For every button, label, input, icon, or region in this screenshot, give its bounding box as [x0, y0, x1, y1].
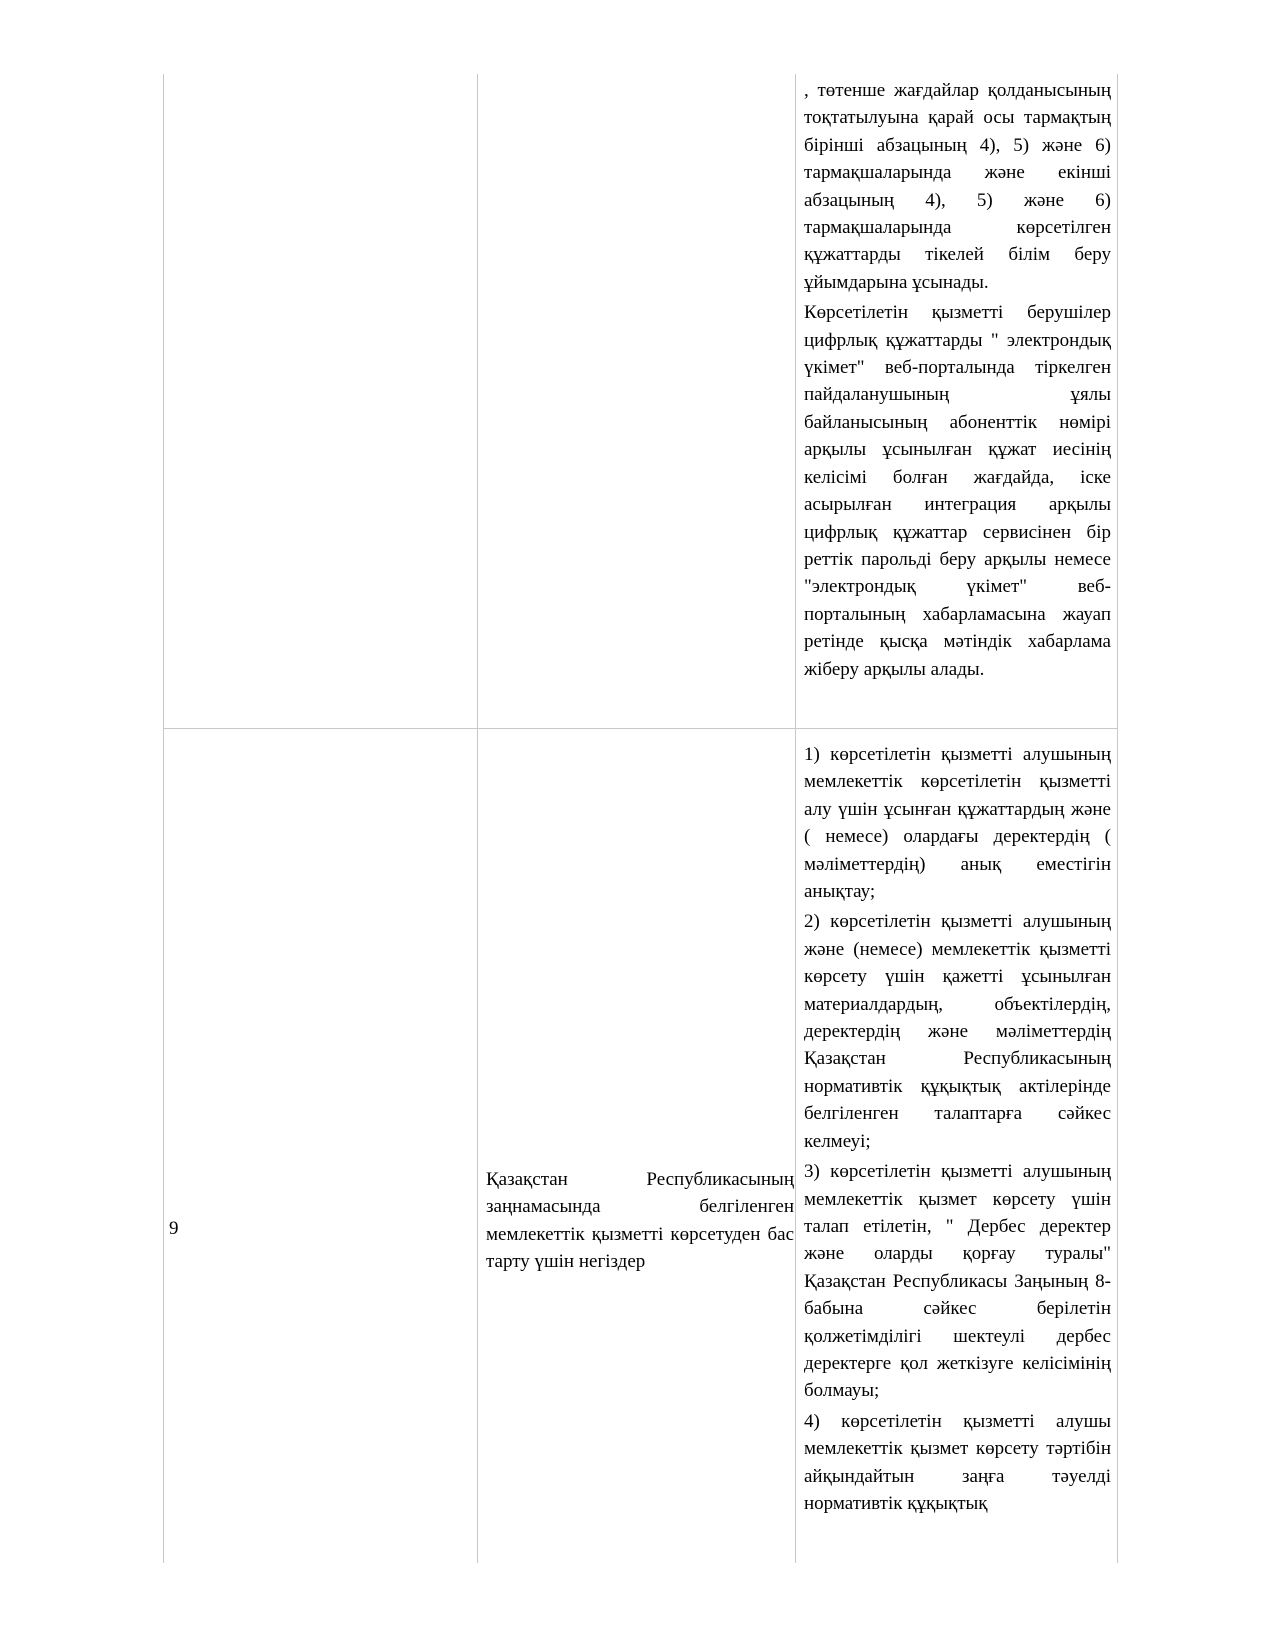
paragraph: 1) көрсетілетін қызметті алушының мемлекеттік көрсетілетін қызметті алу үшін ұсынған құжаттардың және ( немесе) олардағы деректердің ( мәліметтердің) анық еместігін анықтау;	[804, 744, 1111, 903]
column-divider-1	[477, 74, 478, 1563]
table-border-left	[163, 74, 164, 1563]
column-divider-2	[795, 74, 796, 1563]
table-border-right	[1117, 74, 1118, 1563]
row-number-cell: 9	[169, 1218, 179, 1239]
paragraph: 3) көрсетілетін қызметті алушының мемлекеттік қызмет көрсету үшін талап етілетін, " Дербес деректер және оларды қорғау туралы" Қазақстан Республикасы Заңының 8-бабына сәйкес берілетін қолжетімділігі шектеулі дербес деректерге қол жеткізуге келісімінің болмауы;	[804, 1161, 1111, 1402]
row-title-cell: Қазақстан Республикасының заңнамасында белгіленген мемлекеттік қызметті көрсетуден бас тарту үшін негіздер	[486, 1169, 794, 1273]
paragraph: Көрсетілетін қызметті берушілер цифрлық құжаттарды " электрондық үкімет" веб-порталында тіркелген пайдаланушының ұялы байланысының абоненттік нөмірі арқылы ұсынылған құжат иесінің келісімі болған жағдайда, іске асырылған интеграция арқылы цифрлық құжаттар сервисінен бір реттік парольді беру арқылы немесе "электрондық үкімет" веб-порталының хабарламасына жауап ретінде қысқа мәтіндік хабарлама жіберу арқылы алады.	[804, 302, 1111, 680]
continued-row-content-cell	[804, 77, 1111, 686]
paragraph: 2) көрсетілетін қызметті алушының және (немесе) мемлекеттік қызметті көрсету үшін қажетті ұсынылған материалдардың, объектілердің, деректердің және мәліметтердің Қазақстан Республикасының нормативтік құқықтық актілерінде белгіленген талаптарға сәйкес келмеуі;	[804, 911, 1111, 1152]
row-divider	[163, 728, 1118, 729]
row-9-content-cell	[804, 741, 1111, 1520]
paragraph: , төтенше жағдайлар қолданысының тоқтатылуына қарай осы тармақтың бірінші абзацының 4), 5) және 6) тармақшаларында және екінші абзацының 4), 5) және 6) тармақшаларында көрсетілген құжаттарды тікелей білім беру ұйымдарына ұсынады.	[804, 80, 1111, 293]
paragraph: 4) көрсетілетін қызметті алушы мемлекеттік қызмет көрсету тәртібін айқындайтын заңға тәуелді нормативтік құқықтық	[804, 1410, 1111, 1514]
document-table	[163, 74, 1118, 1563]
